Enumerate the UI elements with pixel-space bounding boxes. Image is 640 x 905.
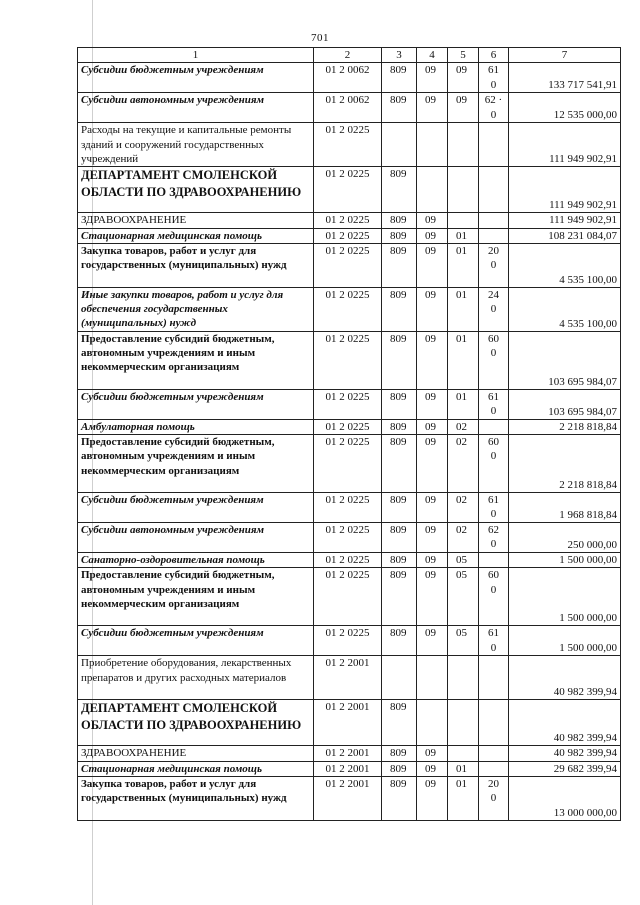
table-row [78,389,621,419]
row-expense-type: 61 0 [479,493,509,523]
row-section: 09 [417,419,448,434]
table-row [78,553,621,568]
row-code: 01 2 2001 [314,746,382,761]
header-col-1: 1 [78,48,314,63]
row-expense-type: 20 0 [479,777,509,821]
row-code: 01 2 2001 [314,777,382,821]
row-amount: 1 500 000,00 [509,568,621,626]
header-col-6: 6 [479,48,509,63]
row-section [417,656,448,700]
row-expense-type: 60 0 [479,435,509,493]
row-ministry-code: 809 [382,63,417,93]
row-ministry-code: 809 [382,331,417,389]
row-section [417,167,448,213]
row-amount: 40 982 399,94 [509,746,621,761]
row-name: Иные закупки товаров, работ и услуг для обеспечения государственных (муниципальных) нужд [78,287,314,331]
row-section: 09 [417,228,448,243]
row-code: 01 2 0225 [314,331,382,389]
row-amount: 111 949 902,91 [509,213,621,228]
row-ministry-code: 809 [382,626,417,656]
row-section: 09 [417,523,448,553]
table-row [78,331,621,389]
row-ministry-code: 809 [382,777,417,821]
row-expense-type: 60 0 [479,568,509,626]
table-row [78,493,621,523]
row-subsection: 09 [448,93,479,123]
row-ministry-code: 809 [382,761,417,776]
row-ministry-code [382,123,417,167]
row-subsection: 01 [448,389,479,419]
row-code: 01 2 0225 [314,389,382,419]
row-section: 09 [417,435,448,493]
row-ministry-code: 809 [382,287,417,331]
row-code: 01 2 0225 [314,493,382,523]
row-expense-type: 62 0 [479,523,509,553]
table-row [78,287,621,331]
table-row [78,63,621,93]
header-col-5: 5 [448,48,479,63]
row-section: 09 [417,331,448,389]
row-subsection: 05 [448,626,479,656]
row-ministry-code: 809 [382,568,417,626]
row-expense-type [479,419,509,434]
row-code: 01 2 0225 [314,523,382,553]
row-code: 01 2 0225 [314,568,382,626]
budget-table [77,47,621,821]
row-amount: 40 982 399,94 [509,700,621,746]
row-name: Закупка товаров, работ и услуг для государственных (муниципальных) нужд [78,777,314,821]
row-ministry-code: 809 [382,435,417,493]
row-section: 09 [417,553,448,568]
row-name: ЗДРАВООХРАНЕНИЕ [78,213,314,228]
row-code: 01 2 0225 [314,287,382,331]
row-amount: 4 535 100,00 [509,287,621,331]
table-row [78,93,621,123]
row-name: Расходы на текущие и капитальные ремонты зданий и сооружений государственных учреждений [78,123,314,167]
row-section: 09 [417,493,448,523]
row-name: ДЕПАРТАМЕНТ СМОЛЕНСКОЙ ОБЛАСТИ ПО ЗДРАВООХРАНЕНИЮ [78,700,314,746]
row-expense-type: 24 0 [479,287,509,331]
row-amount: 111 949 902,91 [509,123,621,167]
row-name: Субсидии бюджетным учреждениям [78,626,314,656]
row-amount: 40 982 399,94 [509,656,621,700]
row-subsection: 02 [448,435,479,493]
row-expense-type [479,553,509,568]
row-expense-type [479,700,509,746]
row-amount: 13 000 000,00 [509,777,621,821]
row-section: 09 [417,777,448,821]
header-col-4: 4 [417,48,448,63]
table-row [78,568,621,626]
row-expense-type [479,761,509,776]
row-code: 01 2 0225 [314,228,382,243]
row-subsection [448,123,479,167]
table-row [78,700,621,746]
row-amount: 250 000,00 [509,523,621,553]
header-col-3: 3 [382,48,417,63]
row-ministry-code: 809 [382,243,417,287]
row-amount: 2 218 818,84 [509,419,621,434]
row-code: 01 2 0225 [314,553,382,568]
row-name: ДЕПАРТАМЕНТ СМОЛЕНСКОЙ ОБЛАСТИ ПО ЗДРАВООХРАНЕНИЮ [78,167,314,213]
row-amount: 2 218 818,84 [509,435,621,493]
header-col-2: 2 [314,48,382,63]
row-subsection: 01 [448,777,479,821]
row-expense-type [479,167,509,213]
row-name: Предоставление субсидий бюджетным, автономным учреждениям и иным некоммерческим организациям [78,331,314,389]
row-ministry-code: 809 [382,167,417,213]
row-name: ЗДРАВООХРАНЕНИЕ [78,746,314,761]
row-code: 01 2 0062 [314,63,382,93]
row-code: 01 2 0225 [314,626,382,656]
table-row [78,777,621,821]
row-ministry-code: 809 [382,553,417,568]
row-code: 01 2 2001 [314,761,382,776]
row-subsection [448,700,479,746]
row-subsection: 01 [448,243,479,287]
row-code: 01 2 0225 [314,435,382,493]
row-subsection: 01 [448,761,479,776]
row-amount: 1 500 000,00 [509,626,621,656]
row-subsection: 02 [448,419,479,434]
row-expense-type: 60 0 [479,331,509,389]
row-name: Санаторно-оздоровительная помощь [78,553,314,568]
table-row [78,123,621,167]
row-subsection: 01 [448,228,479,243]
row-ministry-code: 809 [382,523,417,553]
row-subsection [448,746,479,761]
row-section: 09 [417,626,448,656]
row-ministry-code: 809 [382,213,417,228]
row-code: 01 2 2001 [314,700,382,746]
row-amount: 111 949 902,91 [509,167,621,213]
row-name: Стационарная медицинская помощь [78,761,314,776]
row-ministry-code: 809 [382,93,417,123]
table-row [78,435,621,493]
row-code: 01 2 2001 [314,656,382,700]
table-row [78,213,621,228]
row-section: 09 [417,746,448,761]
row-code: 01 2 0225 [314,213,382,228]
row-expense-type: 61 0 [479,626,509,656]
row-code: 01 2 0225 [314,123,382,167]
row-ministry-code: 809 [382,746,417,761]
row-name: Амбулаторная помощь [78,419,314,434]
row-expense-type: 61 0 [479,389,509,419]
row-amount: 1 500 000,00 [509,553,621,568]
row-amount: 108 231 084,07 [509,228,621,243]
row-amount: 1 968 818,84 [509,493,621,523]
row-subsection: 05 [448,553,479,568]
table-row [78,228,621,243]
row-section: 09 [417,63,448,93]
row-ministry-code: 809 [382,493,417,523]
row-section: 09 [417,93,448,123]
table-row [78,746,621,761]
row-subsection [448,213,479,228]
row-expense-type [479,123,509,167]
table-row [78,523,621,553]
row-expense-type: 62 · 0 [479,93,509,123]
table-row [78,761,621,776]
row-ministry-code: 809 [382,389,417,419]
row-expense-type: 61 0 [479,63,509,93]
row-expense-type [479,213,509,228]
table-row [78,626,621,656]
row-name: Предоставление субсидий бюджетным, автономным учреждениям и иным некоммерческим организациям [78,568,314,626]
row-section: 09 [417,568,448,626]
table-row [78,656,621,700]
table-row [78,243,621,287]
row-amount: 103 695 984,07 [509,331,621,389]
row-subsection: 02 [448,493,479,523]
row-section: 09 [417,389,448,419]
row-subsection [448,656,479,700]
row-subsection: 02 [448,523,479,553]
header-col-7: 7 [509,48,621,63]
row-subsection: 09 [448,63,479,93]
row-name: Предоставление субсидий бюджетным, автономным учреждениям и иным некоммерческим организациям [78,435,314,493]
row-amount: 12 535 000,00 [509,93,621,123]
row-amount: 4 535 100,00 [509,243,621,287]
row-code: 01 2 0225 [314,167,382,213]
row-name: Субсидии бюджетным учреждениям [78,63,314,93]
row-subsection: 01 [448,331,479,389]
row-ministry-code [382,656,417,700]
row-expense-type [479,656,509,700]
row-subsection: 01 [448,287,479,331]
row-expense-type [479,228,509,243]
row-amount: 29 682 399,94 [509,761,621,776]
row-section [417,700,448,746]
row-ministry-code: 809 [382,228,417,243]
row-section: 09 [417,761,448,776]
row-name: Стационарная медицинская помощь [78,228,314,243]
row-subsection: 05 [448,568,479,626]
row-name: Субсидии автономным учреждениям [78,93,314,123]
row-subsection [448,167,479,213]
row-name: Закупка товаров, работ и услуг для государственных (муниципальных) нужд [78,243,314,287]
row-expense-type: 20 0 [479,243,509,287]
row-expense-type [479,746,509,761]
row-ministry-code: 809 [382,419,417,434]
row-code: 01 2 0225 [314,243,382,287]
table-header-row [78,48,621,63]
table-row [78,167,621,213]
row-amount: 103 695 984,07 [509,389,621,419]
row-name: Субсидии автономным учреждениям [78,523,314,553]
row-amount: 133 717 541,91 [509,63,621,93]
row-section [417,123,448,167]
row-code: 01 2 0062 [314,93,382,123]
row-section: 09 [417,213,448,228]
row-section: 09 [417,243,448,287]
page-number: 701 [311,32,329,44]
row-code: 01 2 0225 [314,419,382,434]
row-name: Субсидии бюджетным учреждениям [78,389,314,419]
row-name: Приобретение оборудования, лекарственных препаратов и других расходных материалов [78,656,314,700]
row-ministry-code: 809 [382,700,417,746]
row-name: Субсидии бюджетным учреждениям [78,493,314,523]
table-row [78,419,621,434]
row-section: 09 [417,287,448,331]
